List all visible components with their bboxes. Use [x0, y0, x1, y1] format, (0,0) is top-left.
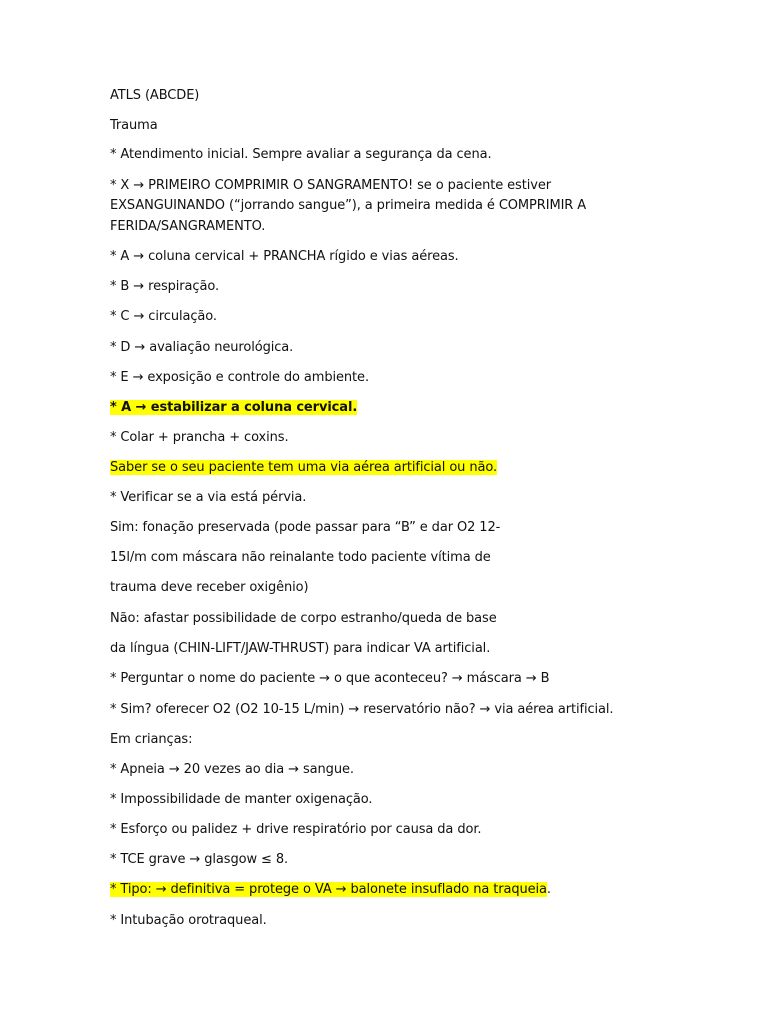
doc-line: * Colar + prancha + coxins.	[110, 430, 289, 445]
doc-line: * X → PRIMEIRO COMPRIMIR O SANGRAMENTO! se o paciente estiver	[110, 178, 551, 193]
doc-line: * Perguntar o nome do paciente → o que aconteceu? → máscara → B	[110, 671, 550, 686]
doc-line: 15l/m com máscara não reinalante todo paciente vítima de	[110, 550, 491, 565]
doc-line: EXSANGUINANDO (“jorrando sangue”), a primeira medida é COMPRIMIR A	[110, 198, 587, 213]
doc-line: * C → circulação.	[110, 309, 217, 324]
highlighted-text: * A → estabilizar a coluna cervical.	[110, 400, 358, 415]
doc-line: trauma deve receber oxigênio)	[110, 580, 309, 595]
doc-line: * Impossibilidade de manter oxigenação.	[110, 792, 373, 807]
doc-line: * B → respiração.	[110, 279, 219, 294]
doc-line: * Apneia → 20 vezes ao dia → sangue.	[110, 762, 354, 777]
doc-line: * Esforço ou palidez + drive respiratório por causa da dor.	[110, 822, 482, 837]
highlighted-line	[110, 399, 357, 417]
doc-line: Não: afastar possibilidade de corpo estranho/queda de base	[110, 611, 497, 626]
highlighted-line	[110, 881, 551, 899]
doc-line: * A → coluna cervical + PRANCHA rígido e vias aéreas.	[110, 249, 459, 264]
doc-line: * TCE grave → glasgow ≤ 8.	[110, 852, 289, 867]
line-trail: .	[546, 882, 551, 897]
doc-line: Em crianças:	[110, 732, 193, 747]
doc-line: * Intubação orotraqueal.	[110, 913, 267, 928]
doc-line: * Sim? oferecer O2 (O2 10-15 L/min) → reservatório não? → via aérea artificial.	[110, 702, 614, 717]
doc-title: ATLS (ABCDE)	[110, 88, 200, 103]
doc-line: da língua (CHIN-LIFT/JAW-THRUST) para indicar VA artificial.	[110, 641, 491, 656]
doc-line: * D → avaliação neurológica.	[110, 340, 294, 355]
doc-line: * Atendimento inicial. Sempre avaliar a segurança da cena.	[110, 147, 492, 162]
highlighted-line	[110, 459, 497, 477]
doc-line: FERIDA/SANGRAMENTO.	[110, 219, 266, 234]
doc-line: * Verificar se a via está pérvia.	[110, 490, 307, 505]
doc-line: * E → exposição e controle do ambiente.	[110, 370, 369, 385]
doc-line: Sim: fonação preservada (pode passar para “B” e dar O2 12-	[110, 520, 501, 535]
section-heading: Trauma	[110, 118, 158, 133]
highlighted-text: Saber se o seu paciente tem uma via aérea artificial ou não.	[110, 460, 498, 475]
highlighted-text: * Tipo: → definitiva = protege o VA → balonete insuflado na traqueia	[110, 882, 547, 897]
